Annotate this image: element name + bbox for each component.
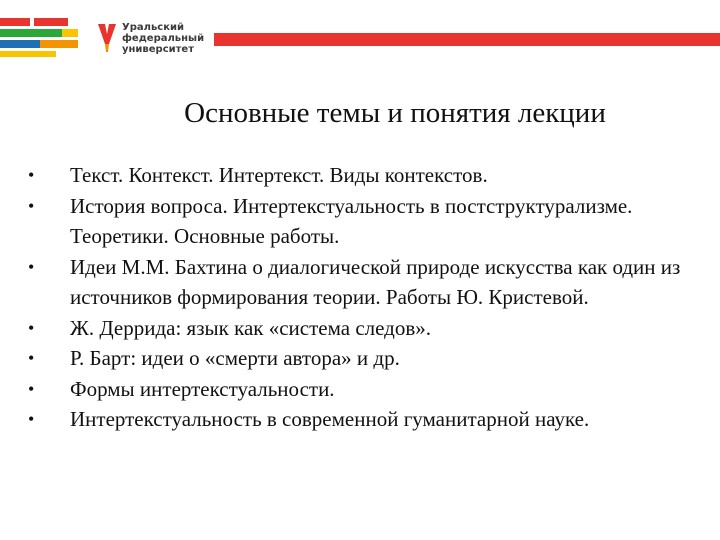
stripe-orange-2: [62, 29, 78, 37]
bullet-icon: •: [28, 195, 35, 216]
stripe-red: [0, 18, 30, 26]
bullet-icon: •: [28, 256, 35, 277]
stripe-yellow: [0, 51, 56, 57]
topic-text: История вопроса. Интертекстуальность в постструктурализме. Теоретики. Основные работы.: [70, 193, 633, 248]
stripe-green: [0, 29, 62, 37]
bullet-icon: •: [28, 378, 35, 399]
logo-line-1: Уральский: [122, 22, 184, 33]
bullet-icon: •: [28, 317, 35, 338]
color-stripes-decoration: [0, 0, 90, 60]
topic-text: Интертекстуальность в современной гуманитарной науке.: [70, 407, 590, 431]
topic-text: Р. Барт: идеи о «смерти автора» и др.: [70, 346, 400, 370]
bullet-icon: •: [28, 348, 35, 368]
header-red-bar: [214, 33, 720, 46]
slide-title: Основные темы и понятия лекции: [184, 97, 606, 129]
topic-text: Текст. Контекст. Интертекст. Виды контекстов.: [70, 163, 488, 187]
topic-item: [28, 374, 688, 405]
topic-item: [28, 313, 688, 344]
urfu-logo-icon: [96, 22, 118, 54]
logo-line-2: федеральный: [122, 33, 205, 44]
topic-text: Ж. Деррида: язык как «система следов».: [70, 315, 432, 340]
topic-text: Идеи М.М. Бахтина о диалогической природе искусства как один из источников формирования теории. Работы Ю. Кристевой.: [70, 254, 681, 309]
topic-item: [28, 343, 688, 374]
stripe-orange: [40, 40, 78, 48]
stripe-blue: [0, 40, 40, 48]
topic-item: [28, 252, 688, 313]
bullet-icon: •: [28, 165, 35, 185]
slide-header: [0, 0, 720, 60]
stripe-red-2: [34, 18, 68, 26]
topic-item: [28, 160, 688, 191]
bullet-icon: •: [28, 409, 35, 429]
logo-line-3: университет: [122, 44, 195, 55]
topic-item: [28, 404, 688, 435]
topic-item: [28, 191, 688, 252]
topics-list: [28, 160, 688, 435]
topic-text: Формы интертекстуальности.: [70, 376, 335, 401]
university-logo-text: [122, 22, 204, 55]
